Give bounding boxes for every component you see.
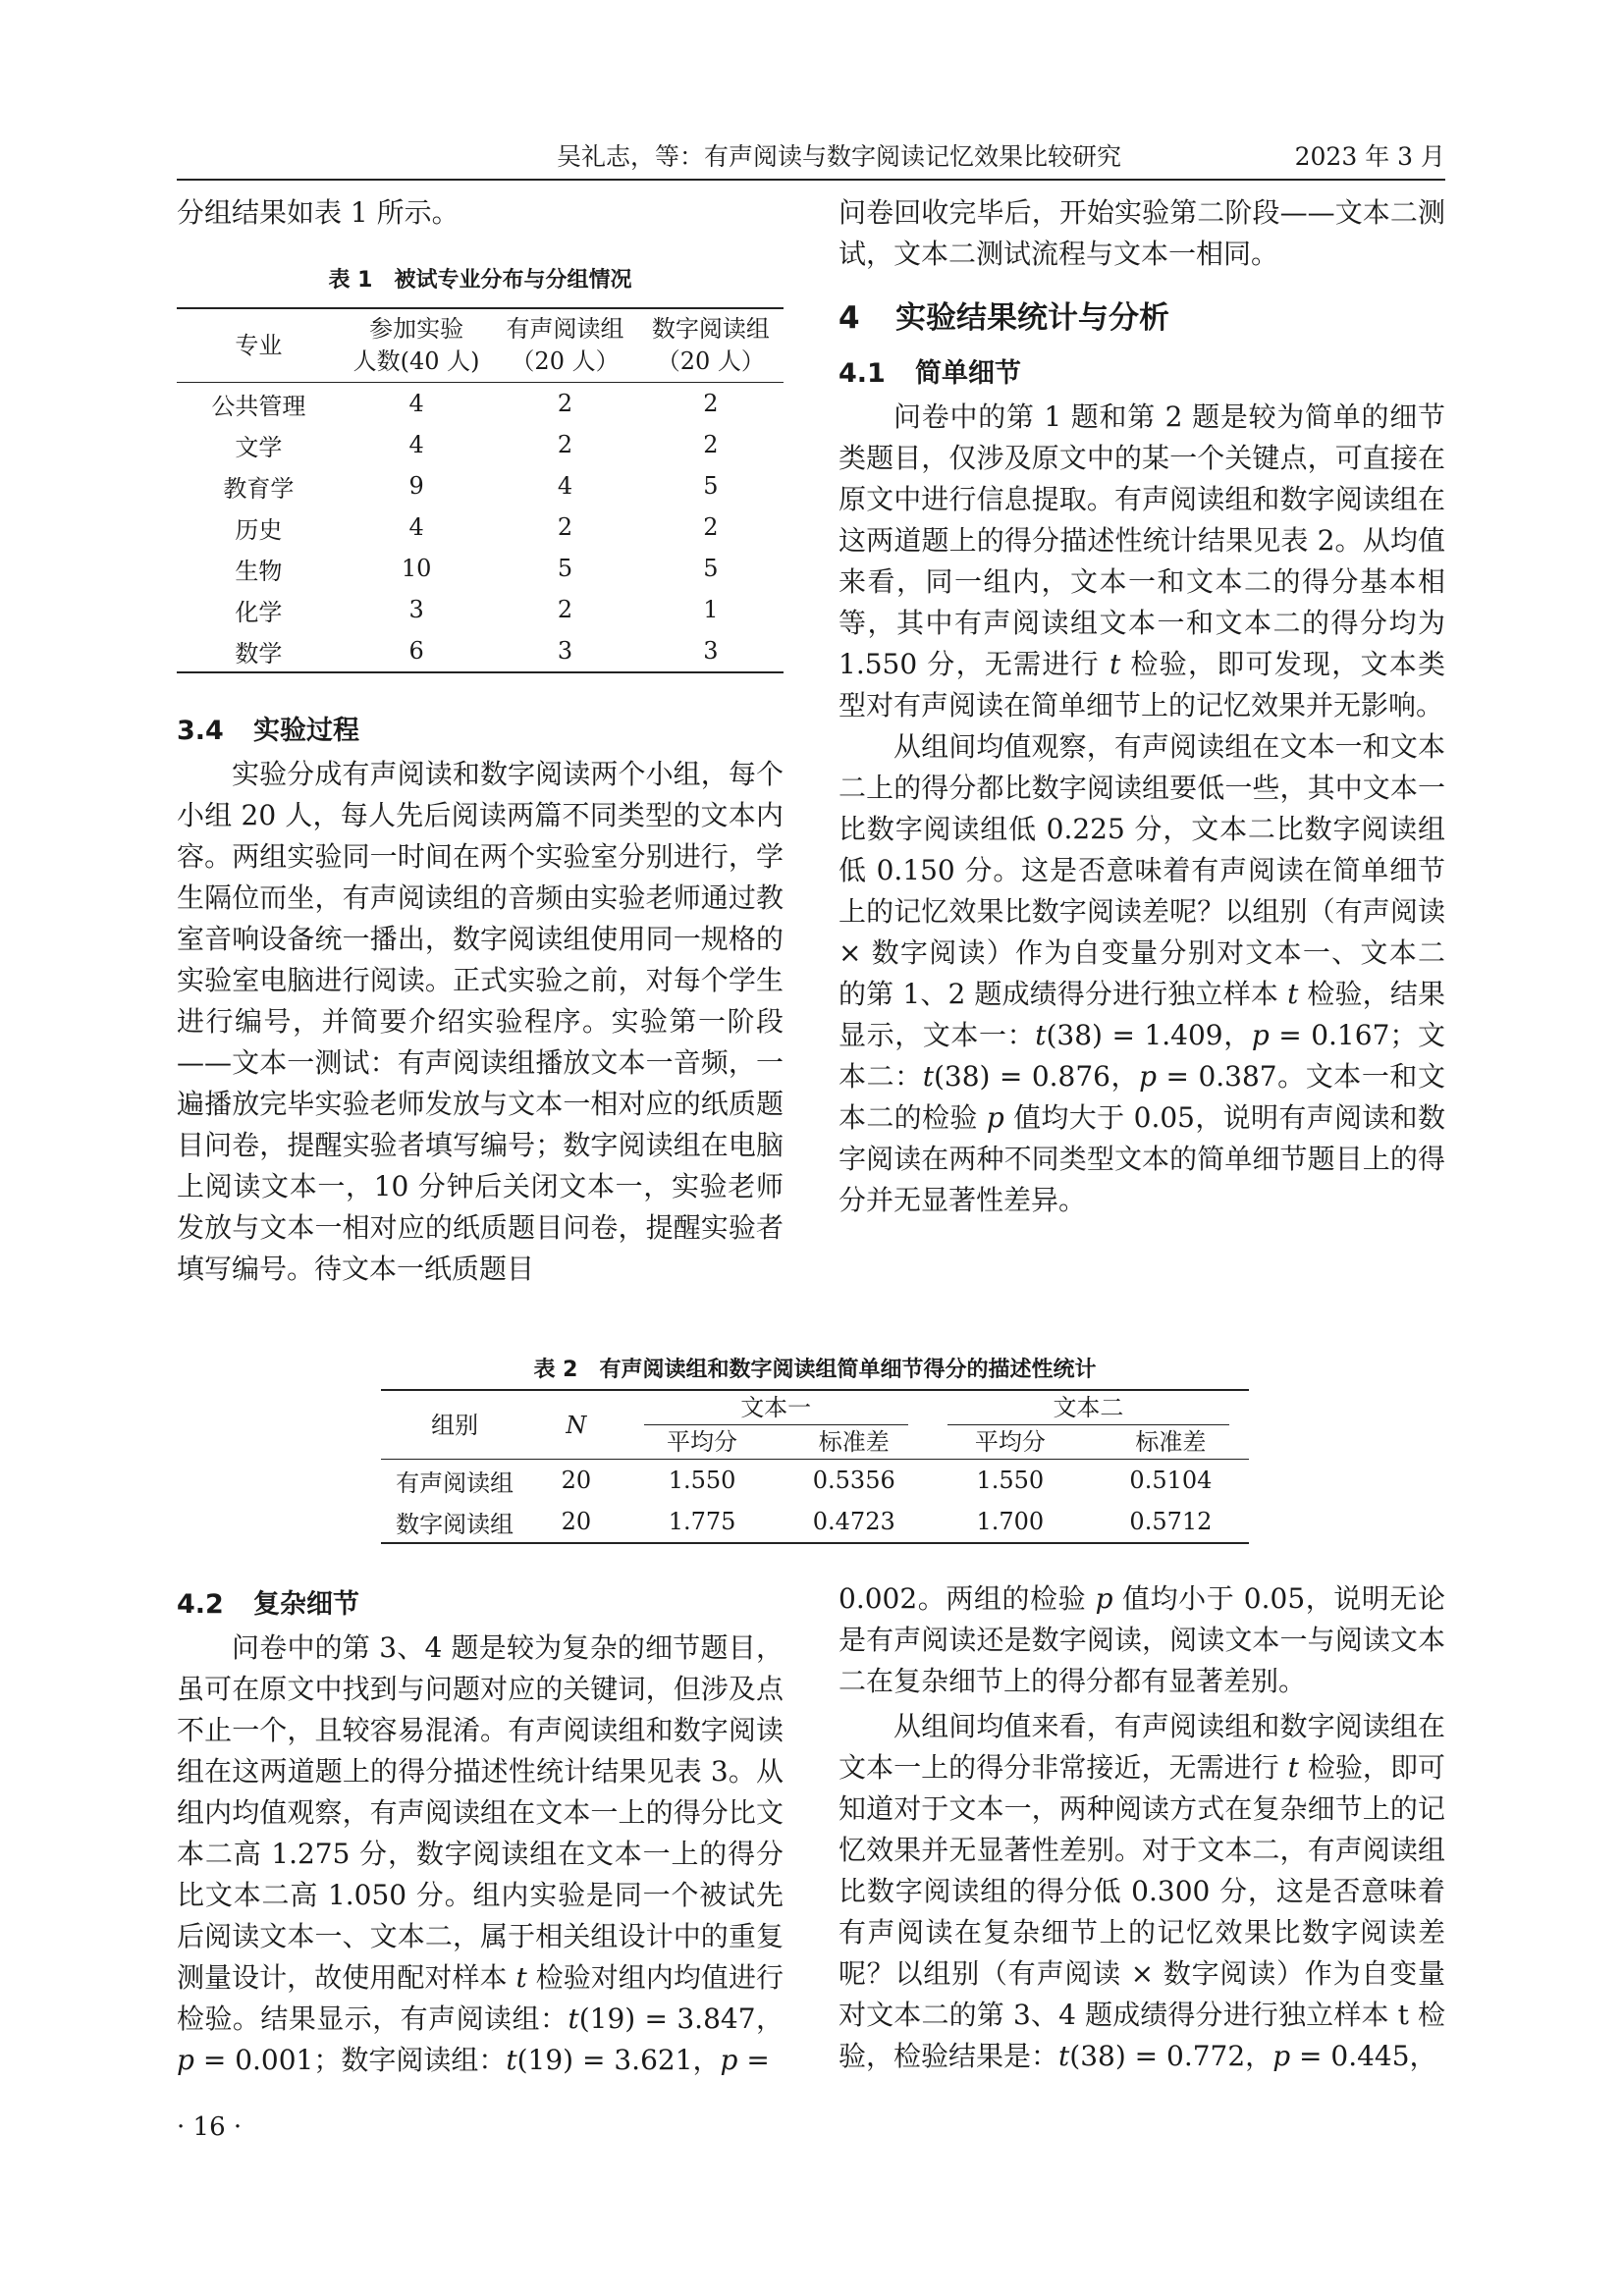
table-header-cell: 平均分 [928,1425,1093,1460]
paragraph: 从组间均值来看，有声阅读组和数字阅读组在文本一上的得分非常接近，无需进行 t 检验，即可知道对于文本一，两种阅读方式在复杂细节上的记忆效果并无显著性差别。对于文本二，有声阅读组比数字阅读组的得分低 0.300 分，这是否意味着有声阅读在复杂细节上的记忆效果比数字阅读差呢？以组别（有声阅读 × 数字阅读）作为自变量对文本二的第 3、4 题成绩得分进行独立样本 t 检验，检验结果是：t(38) = 0.772，p = 0.445， [839,1710,1446,2072]
table-header-cell: 平均分 [624,1425,781,1460]
paragraph: 实验分成有声阅读和数字阅读两个小组，每个小组 20 人，每人先后阅读两篇不同类型的文本内容。两组实验同一时间在两个实验室分别进行，学生隔位而坐，有声阅读组的音频由实验老师通过教室音响设备统一播出，数字阅读组使用同一规格的实验室电脑进行阅读。正式实验之前，对每个学生进行编号，并简要介绍实验程序。实验第一阶段——文本一测试：有声阅读组播放文本一音频，一遍播放完毕实验老师发放与文本一相对应的纸质题目问卷，提醒实验者填写编号；数字阅读组在电脑上阅读文本一，10 分钟后关闭文本一，实验老师发放与文本一相对应的纸质题目问卷，提醒实验者填写编号。待文本一纸质题目 [177,758,784,1285]
table2 [381,1389,1249,1544]
table-header-cell: 标准差 [781,1425,928,1460]
table-header-cell: 标准差 [1093,1425,1249,1460]
section-4-2 [177,1578,784,2081]
table2-caption: 表 2 有声阅读组和数字阅读组简单细节得分的描述性统计 [533,1358,1097,1382]
table-row: 教育学 9 4 5 [223,472,719,503]
table-header-row [177,308,784,383]
paragraph: 问卷回收完毕后，开始实验第二阶段——文本二测试，文本二测试流程与文本一相同。 [839,196,1445,270]
table-header-cell: 文本二 [928,1390,1249,1425]
paragraph: 从组间均值观察，有声阅读组在文本一和文本二上的得分都比数字阅读组要低一些，其中文本一比数字阅读组低 0.225 分，文本二比数字阅读组低 0.150 分。这是否意味着有声阅读在简单细节上的记忆效果比数字阅读差呢？以组别（有声阅读 × 数字阅读）作为自变量分别对文本一、文本二的第 1、2 题成绩得分进行独立样本 t 检验，结果显示，文本一：t(38) = 1.409，p = 0.167；文本二：t(38) = 0.876，p = 0.387。文本一和文本二的检验 p 值均大于 0.05，说明有声阅读和数字阅读在两种不同类型文本的简单细节题目上的得分并无显著性差异。 [839,730,1445,1216]
table-row: 公共管理 4 2 2 [211,390,719,420]
table1 [177,307,784,673]
running-header [177,133,1445,173]
table-row: 数学 6 3 3 [235,637,719,667]
paragraph: 问卷中的第 1 题和第 2 题是较为简单的细节类题目，仅涉及原文中的某一个关键点，可直接在原文中进行信息提取。有声阅读组和数字阅读组在这两道题上的得分描述性统计结果见表 2。从均值来看，同一组内，文本一和文本二的得分基本相等，其中有声阅读组文本一和文本二的得分均为 1.550 分，无需进行 t 检验，即可发现，文本类型对有声阅读在简单细节上的记忆效果并无影响。 [839,400,1445,721]
header-rule [177,179,1445,181]
paragraph: 分组结果如表 1 所示。 [177,196,460,229]
table-row: 历史 4 2 2 [235,513,719,544]
table-header-cell: 数字阅读组 （20 人） [638,308,784,383]
right-column-top [839,192,1445,1221]
table1-caption: 表 1 被试专业分布与分组情况 [328,268,632,293]
table-header-cell: N [528,1390,623,1460]
table-header-row [381,1390,1249,1425]
header-date: 2023 年 3 月 [1294,142,1445,171]
table-header-cell: 参加实验 人数(40 人) [341,308,493,383]
table-row: 文学 4 2 2 [235,431,719,461]
table-header-cell: 组别 [381,1390,528,1460]
table-header-cell: 文本一 [624,1390,928,1425]
paragraph: 问卷中的第 3、4 题是较为复杂的细节题目，虽可在原文中找到与问题对应的关键词，但涉及点不止一个，且较容易混淆。有声阅读组和数字阅读组在这两道题上的得分描述性统计结果见表 3。从组内均值观察，有声阅读组在文本一上的得分比文本二高 1.275 分，数字阅读组在文本一上的得分比文本二高 1.050 分。组内实验是同一个被试先后阅读文本一、文本二，属于相关组设计中的重复测量设计，故使用配对样本 t 检验对组内均值进行检验。结果显示，有声阅读组：t(19) = 3.847，p = 0.001；数字阅读组：t(19) = 3.621，p = [177,1631,784,2076]
table-row: 有声阅读组 20 1.550 0.5356 1.550 0.5104 [396,1467,1213,1497]
left-column-top [177,192,784,234]
right-column-bottom [839,1578,1445,2077]
table-row: 数字阅读组 20 1.775 0.4723 1.700 0.5712 [396,1508,1213,1538]
section-heading: 3.4 实验过程 [177,716,359,746]
section-heading: 4 实验结果统计与分析 [839,300,1169,336]
table-header-cell: 有声阅读组 （20 人） [492,308,637,383]
page-number: · 16 · [177,2112,243,2142]
table-row: 生物 10 5 5 [235,555,719,585]
paragraph: 0.002。两组的检验 p 值均小于 0.05，说明无论是有声阅读还是数字阅读，阅读文本一与阅读文本二在复杂细节上的得分都有显著差别。 [839,1582,1445,1697]
header-title: 吴礼志，等：有声阅读与数字阅读记忆效果比较研究 [556,142,1121,171]
table-header-cell: 专业 [177,308,341,383]
section-3-4 [177,705,784,1290]
subsection-heading: 4.1 简单细节 [839,358,1021,389]
subsection-heading: 4.2 复杂细节 [177,1589,359,1620]
table-row: 化学 3 2 1 [235,596,719,626]
